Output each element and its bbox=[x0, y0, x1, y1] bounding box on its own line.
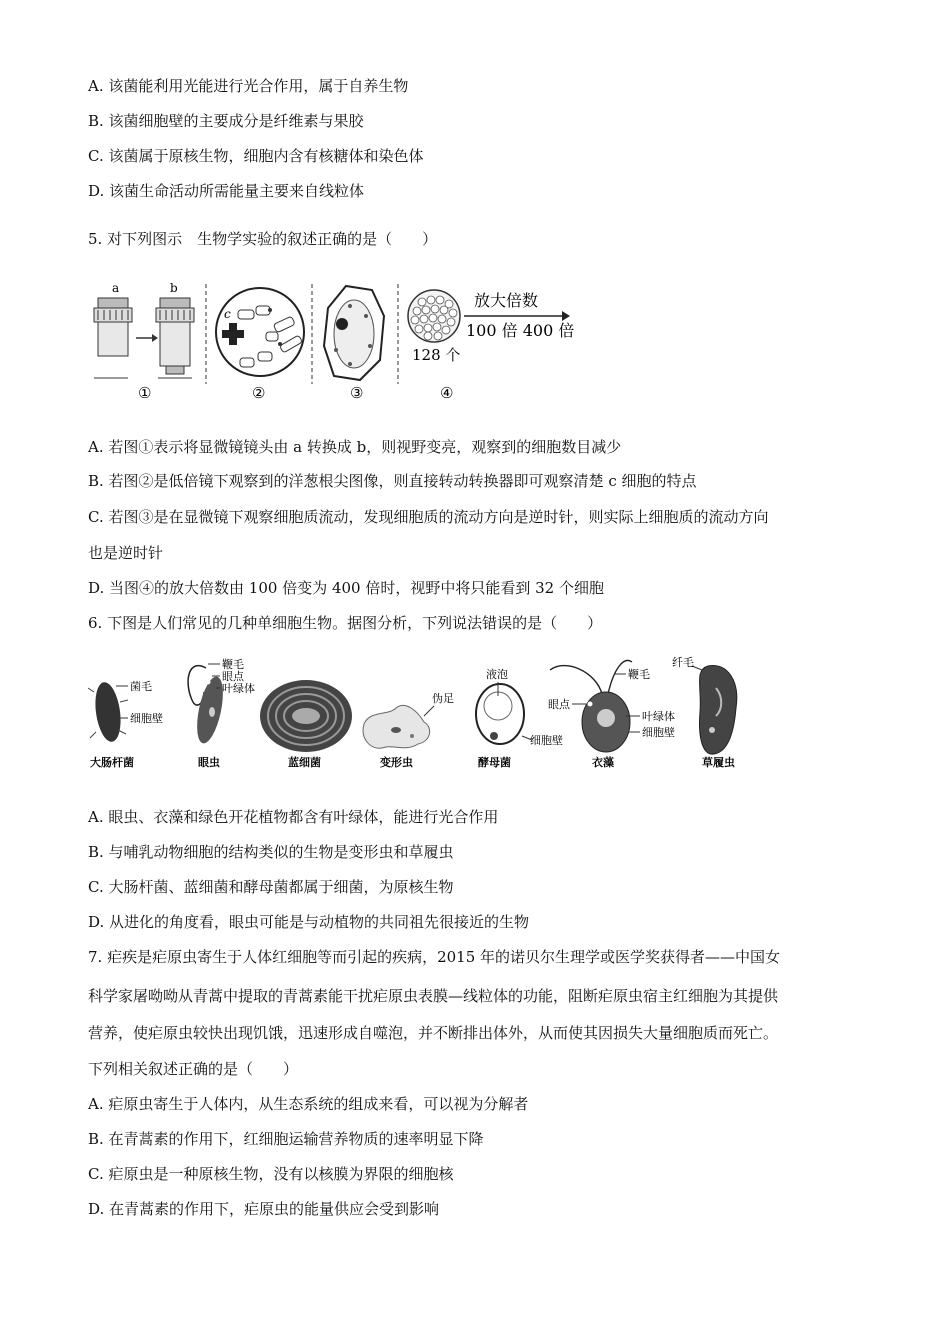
q7-stem-line-2: 科学家屠呦呦从青蒿中提取的青蒿素能干扰疟原虫表膜—线粒体的功能，阻断疟原虫宿主红细胞为其提供 bbox=[88, 987, 779, 1005]
q5-option-c-cont: 也是逆时针 bbox=[88, 544, 164, 562]
panel-number: ② bbox=[252, 384, 266, 402]
ecoli-illustration bbox=[88, 681, 128, 744]
q7-option-b: B. 在青蒿素的作用下，红细胞运输营养物质的速率明显下降 bbox=[88, 1130, 484, 1148]
cyanobacteria-illustration bbox=[260, 680, 352, 752]
q5-option-a: A. 若图①表示将显微镜镜头由 a 转换成 b，则视野变亮，观察到的细胞数目减少 bbox=[88, 438, 622, 456]
q4-option-d: D. 该菌生命活动所需能量主要来自线粒体 bbox=[88, 182, 365, 200]
q6-figure bbox=[88, 652, 758, 774]
label-pseudopod: 伪足 bbox=[432, 692, 454, 705]
organism-name: 大肠杆菌 bbox=[90, 756, 134, 769]
label-chloroplast: 叶绿体 bbox=[642, 710, 675, 723]
label-flagellum: 鞭毛 bbox=[628, 668, 650, 681]
svg-text:放大倍数: 放大倍数 bbox=[474, 291, 539, 310]
organism-name: 蓝细菌 bbox=[288, 756, 321, 769]
q4-option-b: B. 该菌细胞壁的主要成分是纤维素与果胶 bbox=[88, 112, 364, 130]
q4-option-c: C. 该菌属于原核生物，细胞内含有核糖体和染色体 bbox=[88, 147, 424, 165]
q6-option-a: A. 眼虫、衣藻和绿色开花植物都含有叶绿体，能进行光合作用 bbox=[88, 808, 499, 826]
q5-stem: 5. 对下列图示 生物学实验的叙述正确的是（ ） bbox=[88, 230, 438, 248]
objective-lens-a bbox=[94, 281, 132, 356]
q7-option-a: A. 疟原虫寄生于人体内，从生态系统的组成来看，可以视为分解者 bbox=[88, 1095, 529, 1113]
amoeba-illustration bbox=[363, 705, 434, 748]
yeast-illustration bbox=[476, 682, 532, 744]
q4-option-a: A. 该菌能利用光能进行光合作用，属于自养生物 bbox=[88, 77, 409, 95]
q5-option-d: D. 当图④的放大倍数由 100 倍变为 400 倍时，视野中将只能看到 32 个细胞 bbox=[88, 579, 604, 597]
svg-text:100 倍 400 倍: 100 倍 400 倍 bbox=[466, 321, 575, 340]
svg-text:b: b bbox=[170, 281, 178, 295]
q5-figure bbox=[88, 280, 588, 406]
organism-name: 眼虫 bbox=[198, 756, 220, 769]
q5-option-c: C. 若图③是在显微镜下观察细胞质流动，发现细胞质的流动方向是逆时针，则实际上细胞质的流动方向 bbox=[88, 508, 769, 526]
svg-text:c: c bbox=[224, 307, 231, 321]
label-eyespot: 眼点 bbox=[222, 670, 244, 683]
root-tip-view bbox=[216, 288, 304, 376]
objective-lens-b bbox=[156, 281, 194, 374]
magnification-arrow bbox=[464, 291, 574, 340]
q7-stem-line-1: 7. 疟疾是疟原虫寄生于人体红细胞等而引起的疾病，2015 年的诺贝尔生理学或医学奖获得者——中国女 bbox=[88, 948, 781, 966]
q6-option-d: D. 从进化的角度看，眼虫可能是与动植物的共同祖先很接近的生物 bbox=[88, 913, 530, 931]
organism-name: 衣藻 bbox=[592, 756, 614, 769]
q7-stem-line-3: 营养，使疟原虫较快出现饥饿，迅速形成自噬泡，并不断排出体外，从而使其因损失大量细胞质而死亡。 bbox=[88, 1024, 779, 1042]
svg-text:a: a bbox=[112, 281, 120, 295]
label-eyespot: 眼点 bbox=[548, 698, 570, 711]
label-vacuole: 液泡 bbox=[486, 668, 508, 681]
q7-option-c: C. 疟原虫是一种原核生物，没有以核膜为界限的细胞核 bbox=[88, 1165, 454, 1183]
q7-stem-line-4: 下列相关叙述正确的是（ ） bbox=[88, 1060, 299, 1078]
arrow-icon bbox=[136, 334, 158, 342]
cell-field-view bbox=[408, 290, 460, 364]
label-fimbriae: 菌毛 bbox=[130, 680, 152, 693]
q6-option-b: B. 与哺乳动物细胞的结构类似的生物是变形虫和草履虫 bbox=[88, 843, 454, 861]
label-chloroplast: 叶绿体 bbox=[222, 682, 255, 695]
organism-name: 酵母菌 bbox=[478, 756, 511, 769]
cell-count-label: 128 个 bbox=[412, 346, 461, 364]
panel-number: ① bbox=[138, 384, 152, 402]
panel-number: ③ bbox=[350, 384, 364, 402]
organism-name: 变形虫 bbox=[380, 756, 413, 769]
label-cell-wall: 细胞壁 bbox=[642, 726, 675, 739]
label-cell-wall: 细胞壁 bbox=[130, 712, 163, 725]
label-flagellum: 鞭毛 bbox=[222, 658, 244, 671]
organism-name: 草履虫 bbox=[702, 756, 735, 769]
label-cilia: 纤毛 bbox=[672, 656, 694, 669]
q6-option-c: C. 大肠杆菌、蓝细菌和酵母菌都属于细菌，为原核生物 bbox=[88, 878, 454, 896]
paramecium-illustration bbox=[692, 665, 737, 754]
label-cell-wall: 细胞壁 bbox=[530, 734, 563, 747]
q5-option-b: B. 若图②是低倍镜下观察到的洋葱根尖图像，则直接转动转换器即可观察清楚 c 细胞的特点 bbox=[88, 472, 697, 490]
q7-option-d: D. 在青蒿素的作用下，疟原虫的能量供应会受到影响 bbox=[88, 1200, 440, 1218]
plant-cell bbox=[324, 286, 384, 380]
q6-stem: 6. 下图是人们常见的几种单细胞生物。据图分析，下列说法错误的是（ ） bbox=[88, 614, 603, 632]
panel-number: ④ bbox=[440, 384, 454, 402]
